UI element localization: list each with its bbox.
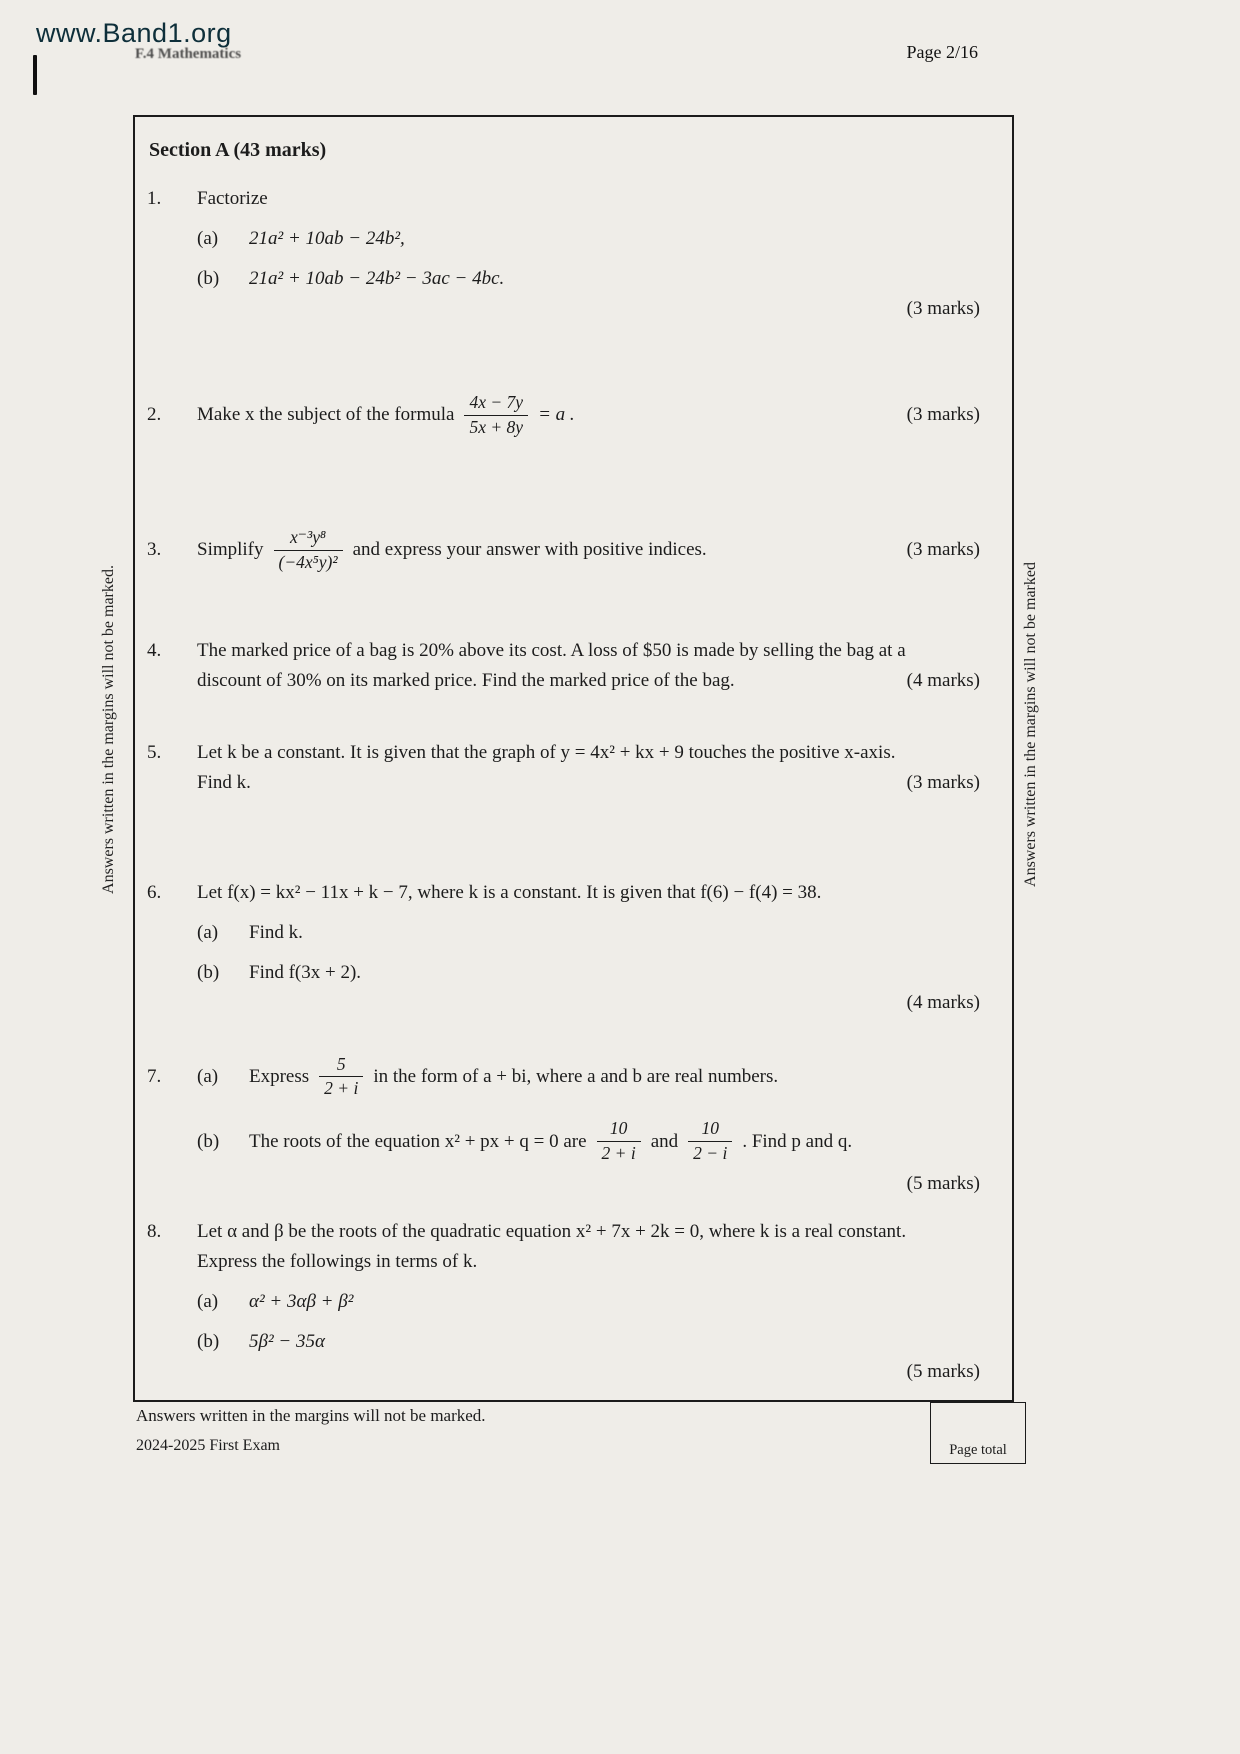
subpart-label: (a) xyxy=(197,1291,219,1312)
margin-note-left: Answers written in the margins will not be marked. xyxy=(100,565,117,894)
fraction-denominator: 2 + i xyxy=(597,1141,641,1165)
subpart-label: (a) xyxy=(197,921,219,943)
marks-label: (3 marks) xyxy=(906,298,980,319)
subpart-tail: . Find p and q. xyxy=(742,1130,853,1152)
question-line-1: Let α and β be the roots of the quadratic equation x² + 7x + 2k = 0, where k is a real constant. xyxy=(197,1221,907,1242)
question-7 xyxy=(147,1054,980,1196)
fraction-numerator: 10 xyxy=(609,1118,628,1139)
footer-exam-name: 2024-2025 First Exam xyxy=(136,1437,280,1454)
marks-label: (3 marks) xyxy=(906,404,980,426)
fraction-denominator: 2 + i xyxy=(319,1076,363,1100)
fraction-numerator: 10 xyxy=(701,1118,719,1139)
question-tail: and express your answer with positive indices. xyxy=(352,539,707,561)
question-number: 8. xyxy=(147,1221,162,1242)
fraction xyxy=(688,1118,732,1165)
question-stem: Factorize xyxy=(197,188,268,209)
question-6 xyxy=(147,882,980,1014)
question-number: 7. xyxy=(147,1065,162,1087)
page-total-label: Page total xyxy=(949,1442,1007,1458)
subpart-expression: α² + 3αβ + β² xyxy=(249,1291,354,1312)
question-number: 6. xyxy=(147,881,162,903)
subpart-label: (b) xyxy=(197,1331,220,1352)
marks-label: (3 marks) xyxy=(906,771,980,793)
section-title: Section A (43 marks) xyxy=(149,139,327,161)
question-number: 4. xyxy=(147,639,162,661)
fraction-numerator: 4x − 7y xyxy=(469,392,524,412)
page-total-box xyxy=(930,1402,1026,1464)
fraction-numerator: x⁻³y⁸ xyxy=(290,526,327,547)
fraction-numerator: 5 xyxy=(336,1053,346,1074)
scan-artifact-bar xyxy=(33,55,37,95)
subpart-tail: in the form of a + bi, where a and b are real numbers. xyxy=(373,1065,779,1087)
subpart-label: (b) xyxy=(197,961,220,983)
subpart-label: (a) xyxy=(197,228,219,249)
footer-margin-note: Answers written in the margins will not be marked. xyxy=(136,1406,486,1425)
fraction xyxy=(274,527,343,574)
fraction xyxy=(464,392,528,439)
subpart-text: Find f(3x + 2). xyxy=(249,961,362,983)
subpart-expression: 5β² − 35α xyxy=(249,1331,325,1352)
question-4 xyxy=(147,640,980,692)
question-number: 3. xyxy=(147,539,162,561)
subpart-label: (b) xyxy=(197,268,220,289)
question-1 xyxy=(147,188,980,320)
question-line-2: Find k. xyxy=(197,771,251,793)
marks-label: (4 marks) xyxy=(906,991,980,1013)
question-box xyxy=(133,115,1014,1402)
subpart-text: Express xyxy=(249,1065,310,1087)
page-number: Page 2/16 xyxy=(906,42,978,62)
fraction-denominator: 5x + 8y xyxy=(464,415,528,439)
question-stem: Let f(x) = kx² − 11x + k − 7, where k is a constant. It is given that f(6) − f(4) = 38. xyxy=(197,881,822,903)
subpart-text: The roots of the equation x² + px + q = 0 are xyxy=(249,1130,587,1152)
question-number: 2. xyxy=(147,404,162,426)
margin-note-right: Answers written in the margins will not be marked xyxy=(1022,562,1039,887)
subpart-label: (a) xyxy=(197,1065,219,1087)
fraction-denominator: 2 − i xyxy=(688,1141,732,1165)
subpart-label: (b) xyxy=(197,1130,220,1152)
subpart-text: Find k. xyxy=(249,921,303,943)
header-course: F.4 Mathematics xyxy=(135,46,242,62)
question-5 xyxy=(147,742,980,794)
question-line-2: Express the followings in terms of k. xyxy=(197,1251,478,1272)
question-8 xyxy=(147,1221,980,1383)
question-line-1: The marked price of a bag is 20% above its cost. A loss of $50 is made by selling the bag at a xyxy=(197,639,906,661)
equation-tail: = a . xyxy=(538,404,575,426)
fraction xyxy=(597,1118,641,1165)
watermark: www.Band1.org xyxy=(36,18,232,48)
fraction xyxy=(319,1054,363,1101)
question-number: 5. xyxy=(147,741,162,763)
question-stem: Make x the subject of the formula xyxy=(197,404,455,426)
marks-label: (4 marks) xyxy=(906,669,980,691)
subpart-expression: 21a² + 10ab − 24b², xyxy=(249,228,405,249)
fraction-denominator: (−4x⁵y)² xyxy=(274,550,343,574)
question-line-1: Let k be a constant. It is given that the graph of y = 4x² + kx + 9 touches the positive x-axis. xyxy=(197,741,896,763)
conjunction: and xyxy=(650,1130,679,1152)
question-stem: Simplify xyxy=(197,539,264,561)
marks-label: (5 marks) xyxy=(906,1173,980,1194)
subpart-expression: 21a² + 10ab − 24b² − 3ac − 4bc. xyxy=(249,268,505,289)
question-line-2: discount of 30% on its marked price. Find the marked price of the bag. xyxy=(197,669,735,691)
question-number: 1. xyxy=(147,188,162,209)
marks-label: (5 marks) xyxy=(906,1361,980,1382)
question-3 xyxy=(147,527,980,574)
marks-label: (3 marks) xyxy=(906,539,980,561)
question-2 xyxy=(147,392,980,439)
